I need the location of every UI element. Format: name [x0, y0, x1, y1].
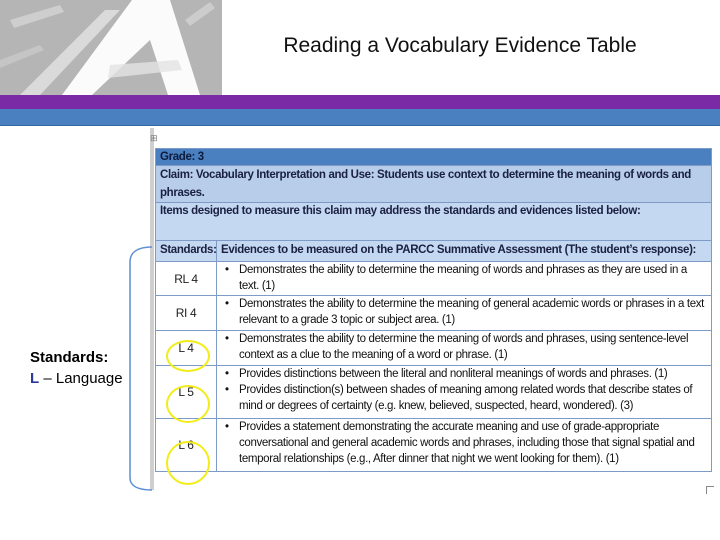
- standards-column-header: Standards:: [156, 241, 217, 262]
- highlight-circle-l4: [166, 340, 210, 372]
- table-row: [156, 262, 712, 296]
- evidences-column-header: Evidences to be measured on the PARCC Summative Assessment (The student’s response):: [217, 241, 712, 262]
- language-legend: L – Language: [30, 370, 123, 387]
- evidence-item: • Demonstrates the ability to determine the meaning of words and phrases as they are used in a text. (1): [239, 262, 707, 294]
- grade-row: [156, 149, 712, 166]
- evidence-item: • Provides a statement demonstrating the accurate meaning and use of grade-appropriate conversational and general academic words and phrases, including those that signal spatial and temporal relationships (e.g., After dinner that night we went looking for them). (1): [239, 419, 707, 467]
- table-resize-handle-icon[interactable]: [706, 486, 714, 494]
- table-row: [156, 331, 712, 366]
- table-row: [156, 419, 712, 472]
- standards-heading: Standards:: [30, 349, 109, 366]
- evidence-cell: [217, 366, 712, 419]
- slide-title: Reading a Vocabulary Evidence Table: [283, 34, 637, 57]
- claim-cell: Claim: Vocabulary Interpretation and Use: Students use context to determine the meaning of words and phrases.: [156, 166, 712, 203]
- standard-cell: RI 4: [156, 296, 217, 331]
- items-note-row: [156, 203, 712, 241]
- evidence-cell: [217, 419, 712, 472]
- grade-cell: Grade: 3: [156, 149, 712, 166]
- table-row: [156, 296, 712, 331]
- vocabulary-evidence-table: [155, 148, 712, 472]
- table-row: [156, 366, 712, 419]
- evidence-item: • Demonstrates the ability to determine the meaning of general academic words or phrases in a text relevant to a grade 3 topic or subject area. (1): [239, 296, 707, 328]
- highlight-circle-l6: [166, 441, 210, 485]
- column-header-row: [156, 241, 712, 262]
- evidence-item: • Demonstrates the ability to determine the meaning of words and phrases, using sentence-level context as a clue to the meaning of a word or phrase. (1): [239, 331, 707, 363]
- highlight-circle-l5: [166, 385, 210, 423]
- standard-cell: L 4: [156, 331, 217, 366]
- table-move-handle-icon[interactable]: ⊞: [150, 133, 158, 143]
- standard-cell: L 6: [156, 419, 217, 472]
- evidence-item: • Provides distinctions between the literal and nonliteral meanings of words and phrases. (1): [239, 366, 707, 382]
- standard-cell: RL 4: [156, 262, 217, 296]
- claim-row: [156, 166, 712, 203]
- evidence-item: • Provides distinction(s) between shades of meaning among related words that describe states of mind or degrees of certainty (e.g. knew, believed, suspected, heard, wondered). (3): [239, 382, 707, 414]
- items-note-cell: Items designed to measure this claim may address the standards and evidences listed below:: [156, 203, 712, 241]
- evidence-cell: [217, 331, 712, 366]
- standard-cell: L 5: [156, 366, 217, 419]
- evidence-cell: [217, 296, 712, 331]
- evidence-cell: [217, 262, 712, 296]
- standards-bracket-icon: [0, 0, 160, 500]
